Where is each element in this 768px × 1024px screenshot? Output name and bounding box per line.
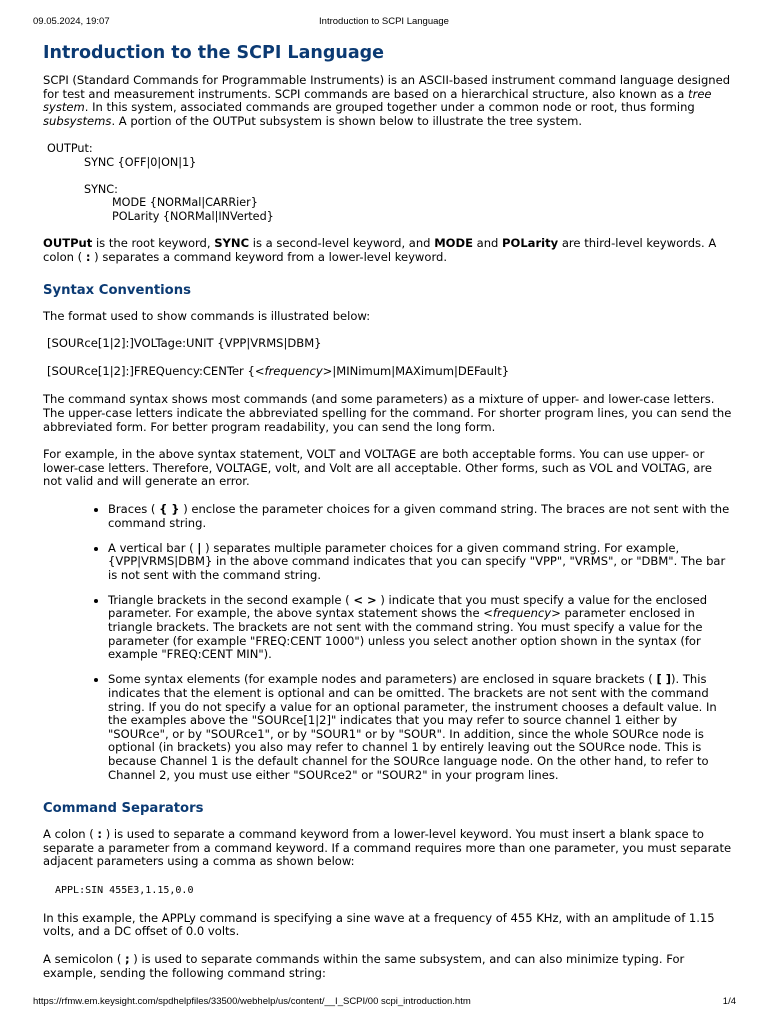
semicolon-symbol: ;: [125, 952, 130, 967]
code-example: APPL:SIN 455E3,1.15,0.0: [55, 884, 194, 896]
tree-sync-node: SYNC:: [84, 182, 118, 196]
intro-paragraph: [43, 74, 733, 128]
braces-symbol: { }: [159, 501, 180, 516]
tree-spacer: [43, 169, 733, 183]
list-param: frequency: [492, 606, 552, 621]
list-text: > parameter enclosed in triangle brackets. The brackets are not sent with the command string. You must specify a value for the parameter (for example "FREQ:CENT 1000") unless you select another option shown in the syntax (for example "FREQ:CENT MIN").: [108, 606, 703, 662]
keywords-text: is the root keyword,: [92, 236, 215, 251]
tree-polarity-command: POLarity {NORMal|INVerted}: [112, 209, 274, 223]
keyword-outp: OUTPut: [43, 236, 93, 251]
syntax-paragraph-case: The command syntax shows most commands (and some parameters) as a mixture of upper- and lower-case letters. The upper-case letters indicate the abbreviated spelling for the command. For shorter program lines, you can send the abbreviated form. For better program readability, you can send the long form.: [43, 392, 732, 434]
semicolon-text: A semicolon (: [43, 952, 125, 967]
list-text: ) indicate that you must specify a value for the enclosed parameter. For example, the above syntax statement shows the <: [108, 592, 708, 621]
intro-text: SCPI (Standard Commands for Programmable Instruments) is an ASCII-based instrument command language designed for test and measurement instruments. SCPI commands are based on a hierarchical structure, also known as a: [43, 73, 731, 101]
list-text: Some syntax elements (for example nodes and parameters) are enclosed in square brackets (: [108, 672, 657, 687]
syntax-paragraph-forms: For example, in the above syntax statement, VOLT and VOLTAGE are both acceptable forms. You can use upper- or lower-case letters. Therefore, VOLTAGE, volt, and Volt are all acceptable. Other forms, such as VOL and VOLTAG, are not valid and will generate an error.: [43, 447, 713, 489]
syntax-example-text: >|MINimum|MAXimum|DEFault}: [322, 363, 510, 378]
print-header: [0, 16, 768, 28]
list-item-triangle-brackets: [108, 594, 733, 662]
print-page-number: 1/4: [722, 996, 736, 1007]
syntax-example-param: frequency: [264, 363, 323, 378]
keywords-text: ) separates a command keyword from a lower-level keyword.: [90, 249, 447, 264]
colon-symbol: :: [85, 249, 91, 264]
print-page-title: Introduction to SCPI Language: [319, 16, 449, 27]
colon-text: A colon (: [43, 827, 98, 842]
keywords-text: and: [472, 236, 503, 251]
document-body: [43, 42, 733, 980]
colon-text: ) is used to separate a command keyword from a lower-level keyword. You must insert a blank space to separate a parameter from a command keyword. If a command requires more than one parameter, you must separate adjacent parameters using a comma as shown below:: [43, 827, 732, 869]
syntax-example-text: [SOURce[1|2]:]FREQuency:CENTer {<: [47, 363, 265, 378]
triangle-symbol: < >: [353, 592, 377, 607]
keyword-sync: SYNC: [214, 236, 250, 251]
square-symbol: [ ]: [656, 672, 672, 687]
colon-paragraph: [43, 828, 733, 869]
keyword-mode: MODE: [434, 236, 473, 251]
intro-term-subsystems: subsystems: [43, 113, 112, 128]
tree-sync-command: SYNC {OFF|0|ON|1}: [84, 155, 197, 169]
list-text: Triangle brackets in the second example (: [108, 592, 354, 607]
keywords-text: is a second-level keyword, and: [249, 236, 435, 251]
page-title: Introduction to the SCPI Language: [43, 43, 385, 63]
list-text: Braces (: [108, 501, 160, 516]
section-heading-separators: Command Separators: [43, 801, 204, 817]
intro-text: . A portion of the OUTPut subsystem is shown below to illustrate the tree system.: [111, 113, 583, 128]
print-datetime: 09.05.2024, 19:07: [33, 16, 110, 27]
bar-symbol: |: [197, 540, 202, 555]
list-item-vertical-bar: [108, 542, 733, 583]
list-text: A vertical bar (: [108, 540, 198, 555]
semicolon-text: ) is used to separate commands within the same subsystem, and can also minimize typing. For example, sending the following command string:: [43, 952, 685, 980]
syntax-rules-list: [43, 503, 733, 782]
syntax-example-frequency: [43, 365, 733, 379]
print-footer: [0, 996, 768, 1008]
format-intro: The format used to show commands is illustrated below:: [43, 308, 371, 323]
list-item-braces: [108, 503, 733, 530]
example-explanation: In this example, the APPLy command is specifying a sine wave at a frequency of 455 KHz, with an amplitude of 1.15 volts, and a DC offset of 0.0 volts.: [43, 910, 715, 939]
list-item-square-brackets: [108, 673, 733, 782]
semicolon-paragraph: [43, 953, 733, 980]
section-heading-syntax: Syntax Conventions: [43, 282, 191, 298]
keywords-text: are third-level keywords. A colon (: [43, 236, 717, 264]
command-tree: [43, 142, 733, 223]
list-text: ) separates multiple parameter choices for a given command string. For example, {VPP|VRMS|DBM} in the above command indicates that you can specify "VPP", "VRMS", or "DBM". The bar is not sent with the command string.: [108, 540, 726, 582]
list-text: ) enclose the parameter choices for a given command string. The braces are not sent with the command string.: [108, 501, 730, 530]
tree-root: OUTPut:: [47, 142, 93, 156]
keyword-polarity: POLarity: [502, 236, 559, 251]
syntax-example-voltage: [SOURce[1|2]:]VOLTage:UNIT {VPP|VRMS|DBM}: [47, 336, 322, 351]
print-url: https://rfmw.em.keysight.com/spdhelpfiles/33500/webhelp/us/content/__I_SCPI/00 scpi_introduction.htm: [33, 996, 471, 1007]
intro-text: . In this system, associated commands are grouped together under a common node or root, thus forming: [84, 100, 695, 115]
keywords-paragraph: [43, 237, 733, 264]
list-text: ). This indicates that the element is optional and can be omitted. The brackets are not sent with the command string. If you do not specify a value for an optional parameter, the instrument chooses a default value. In the examples above the "SOURce[1|2]" indicates that you may refer to source channel 1 either by "SOURce", or by "SOURce1", or by "SOUR1" or by "SOUR". In addition, since the whole SOURce node is optional (in brackets) you also may refer to channel 1 by entirely leaving out the SOURce node. This is because Channel 1 is the default channel for the SOURce language node. On the other hand, to refer to Channel 2, you must use either "SOURce2" or "SOUR2" in your program lines.: [108, 672, 717, 782]
colon-symbol: :: [97, 827, 103, 842]
tree-mode-command: MODE {NORMal|CARRier}: [112, 196, 258, 210]
intro-term-tree-system: tree system: [43, 86, 712, 115]
